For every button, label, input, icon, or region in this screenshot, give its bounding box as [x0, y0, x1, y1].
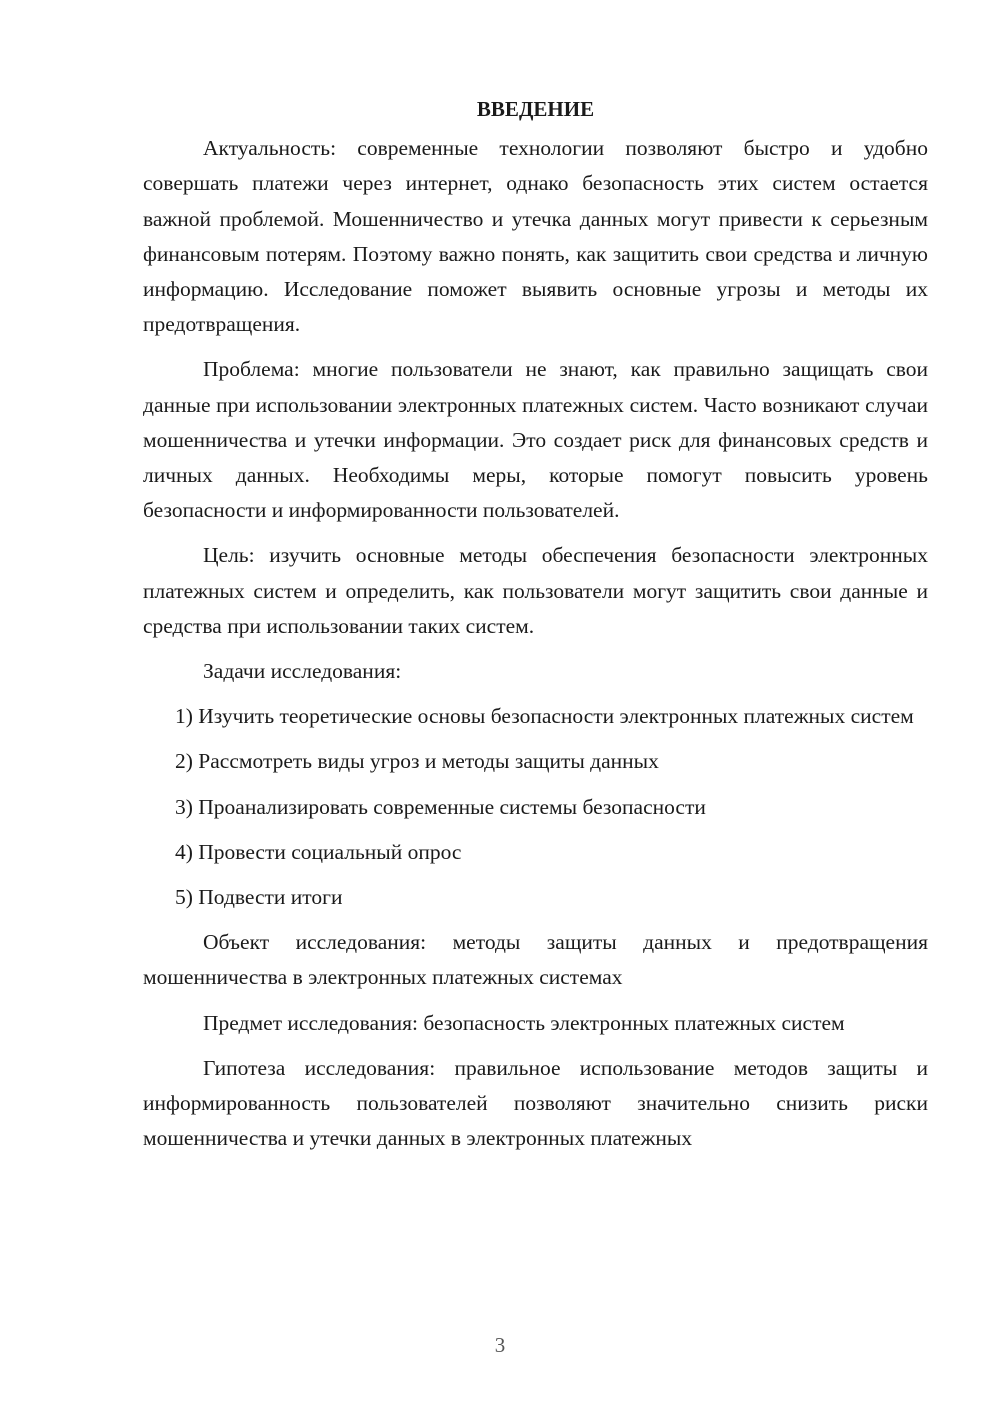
- task-item: 4) Провести социальный опрос: [175, 839, 462, 864]
- task-item: 3) Проанализировать современные системы безопасности: [175, 794, 706, 819]
- paragraph-object: Объект исследования: методы защиты данных и предотвращения мошенничества в электронных платежных системах: [143, 930, 928, 990]
- document-page: [143, 92, 928, 1166]
- paragraph-problem: Проблема: многие пользователи не знают, как правильно защищать свои данные при использовании электронных платежных систем. Часто возникают случаи мошенничества и утечки информации. Это создает риск для финансовых средств и личных данных. Необходимы меры, которые помогут повысить уровень безопасности и информированности пользователей.: [143, 357, 928, 523]
- page-number: 3: [494, 1333, 506, 1357]
- paragraph-goal: Цель: изучить основные методы обеспечения безопасности электронных платежных систем и определить, как пользователи могут защитить свои данные и средства при использовании таких систем.: [143, 543, 928, 638]
- paragraph-subject: Предмет исследования: безопасность электронных платежных систем: [203, 1010, 845, 1035]
- task-item: 5) Подвести итоги: [175, 885, 343, 910]
- tasks-heading: Задачи исследования:: [203, 659, 402, 684]
- task-item: 1) Изучить теоретические основы безопасности электронных платежных систем: [175, 704, 914, 729]
- task-item: 2) Рассмотреть виды угроз и методы защиты данных: [175, 749, 659, 774]
- paragraph-relevance: Актуальность: современные технологии позволяют быстро и удобно совершать платежи через интернет, однако безопасность этих систем остается важной проблемой. Мошенничество и утечка данных могут привести к серьезным финансовым потерям. Поэтому важно понять, как защитить свои средства и личную информацию. Исследование поможет выявить основные угрозы и методы их предотвращения.: [143, 136, 928, 337]
- paragraph-hypothesis: Гипотеза исследования: правильное использование методов защиты и информированность пользователей позволяют значительно снизить риски мошенничества и утечки данных в электронных платежных: [143, 1055, 928, 1151]
- section-title: ВВЕДЕНИЕ: [476, 97, 595, 121]
